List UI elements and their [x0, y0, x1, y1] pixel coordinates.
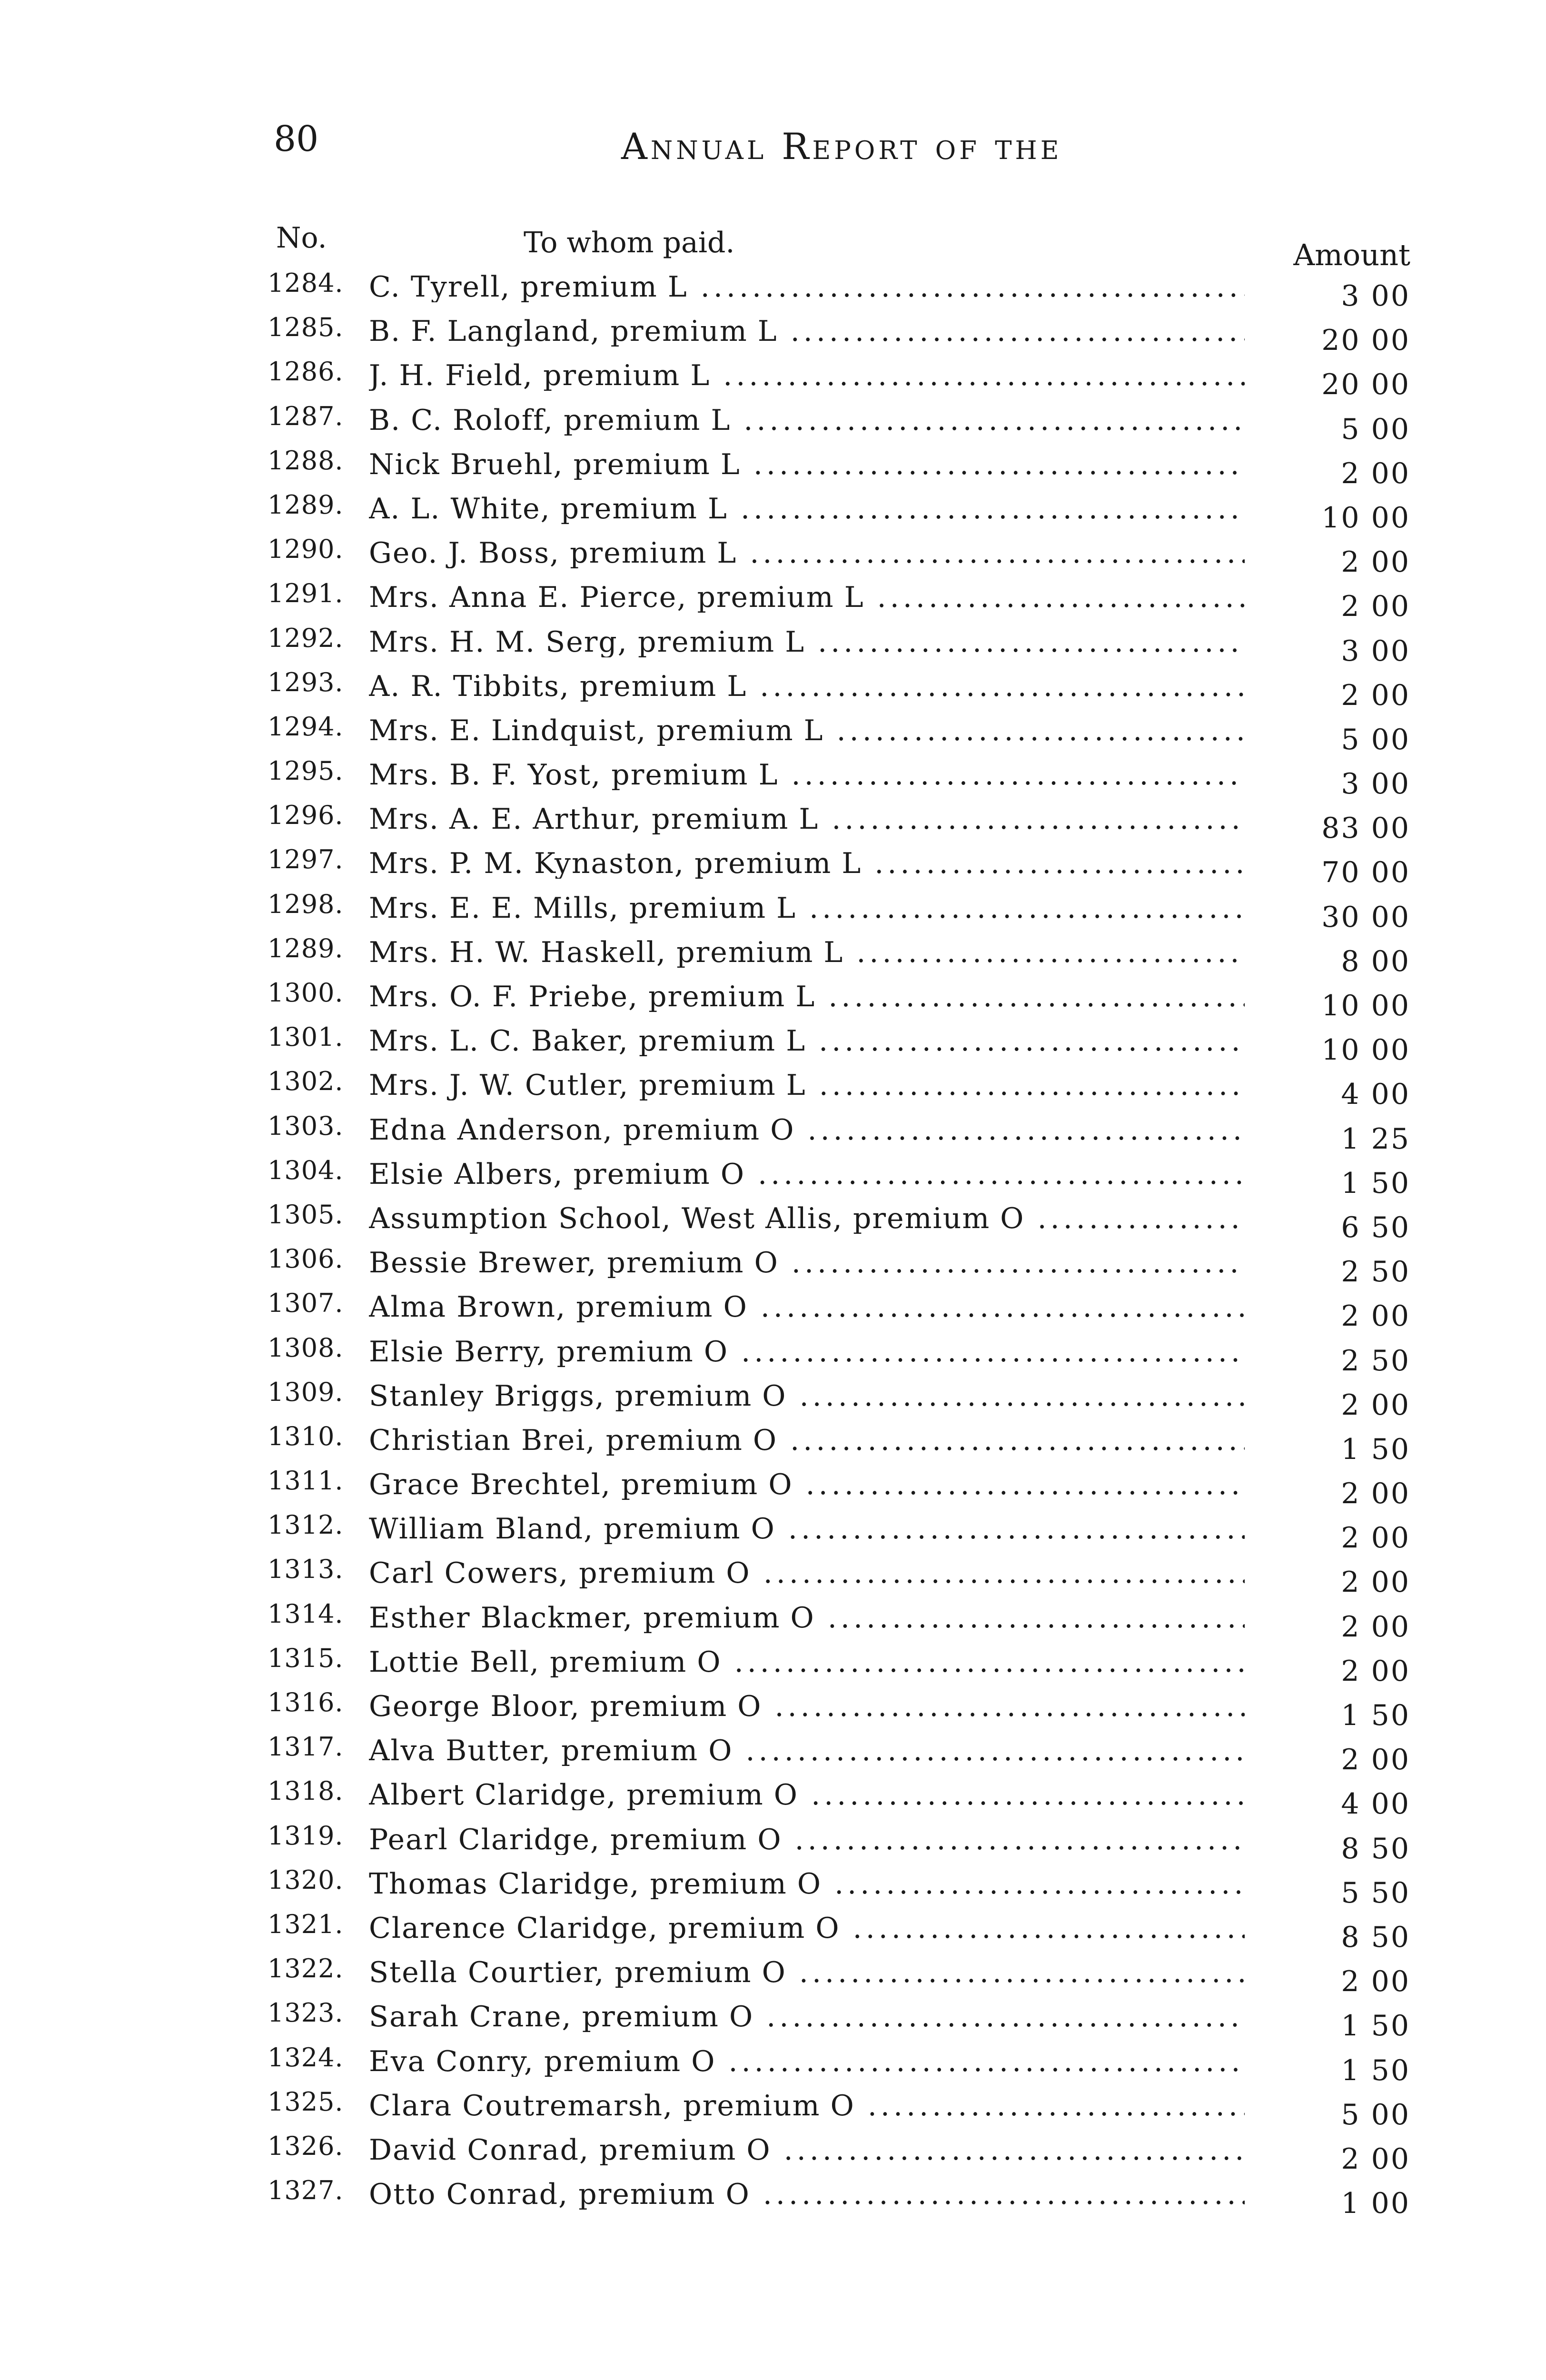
payee-name: Mrs. Anna E. Pierce, premium L ..... — [369, 583, 1245, 613]
voucher-number: 1319. — [268, 1820, 344, 1851]
table-row — [0, 1110, 1546, 1154]
amount-value: 83 00 — [1321, 812, 1410, 845]
table-row — [0, 1287, 1546, 1331]
voucher-number: 1301. — [268, 1022, 344, 1052]
voucher-number: 1292. — [268, 623, 344, 653]
voucher-number: 1295. — [268, 756, 344, 786]
payee-name: J. H. Field, premium L ..... — [369, 361, 1245, 391]
voucher-number: 1308. — [268, 1332, 344, 1363]
table-row — [0, 1331, 1546, 1376]
voucher-number: 1326. — [268, 2131, 344, 2161]
table-row — [0, 1642, 1546, 1686]
table-row — [0, 1730, 1546, 1775]
payee-name: Mrs. J. W. Cutler, premium L ..... — [369, 1071, 1245, 1101]
voucher-number: 1286. — [268, 357, 344, 387]
table-row — [0, 666, 1546, 710]
amount-value: 1 50 — [1341, 2009, 1410, 2043]
table-row — [0, 622, 1546, 666]
amount-value: 3 00 — [1341, 634, 1410, 668]
table-row — [0, 1553, 1546, 1597]
payee-name: B. F. Langland, premium L ..... — [369, 317, 1245, 347]
payee-name: Thomas Claridge, premium O ..... — [369, 1869, 1245, 1899]
payee-name: Geo. J. Boss, premium L ..... — [369, 538, 1245, 568]
amount-value: 8 00 — [1341, 944, 1410, 978]
amount-value: 5 00 — [1341, 723, 1410, 756]
voucher-number: 1303. — [268, 1111, 344, 1141]
payee-name: A. R. Tibbits, premium L ..... — [369, 672, 1245, 702]
payee-name: Alma Brown, premium O ..... — [369, 1292, 1245, 1322]
amount-value: 20 00 — [1321, 368, 1410, 402]
voucher-number: 1312. — [268, 1510, 344, 1540]
voucher-number: 1322. — [268, 1954, 344, 1984]
table-row — [0, 2130, 1546, 2174]
amount-value: 3 00 — [1341, 767, 1410, 801]
payee-name: Nick Bruehl, premium L ..... — [369, 450, 1245, 480]
voucher-number: 1289. — [268, 933, 344, 963]
voucher-number: 1317. — [268, 1732, 344, 1762]
table-row — [0, 1065, 1546, 1109]
amount-value: 5 00 — [1341, 412, 1410, 446]
payee-name: C. Tyrell, premium L ..... — [369, 272, 1245, 302]
amount-value: 70 00 — [1321, 856, 1410, 890]
amount-value: 2 00 — [1341, 1388, 1410, 1422]
table-row — [0, 1464, 1546, 1511]
table-row — [0, 1996, 1546, 2041]
voucher-number: 1311. — [268, 1466, 344, 1496]
amount-value: 3 00 — [1341, 279, 1410, 313]
payee-name: Esther Blackmer, premium O ..... — [369, 1603, 1245, 1633]
amount-value: 1 50 — [1341, 2053, 1410, 2087]
voucher-number: 1324. — [268, 2042, 344, 2073]
page-number: 80 — [274, 119, 319, 159]
table-row — [0, 888, 1546, 932]
table-row — [0, 1508, 1546, 1553]
payee-name: Christian Brei, premium O ..... — [369, 1426, 1245, 1456]
amount-value: 20 00 — [1321, 324, 1410, 357]
table-row — [0, 1775, 1546, 1819]
voucher-number: 1300. — [268, 978, 344, 1008]
table-row — [0, 533, 1546, 577]
table-row — [0, 2041, 1546, 2085]
payee-name: Eva Conry, premium O ..... — [369, 2047, 1245, 2077]
table-row — [0, 1597, 1546, 1642]
payee-name: Mrs. A. E. Arthur, premium L ..... — [369, 804, 1245, 834]
voucher-number: 1327. — [268, 2175, 344, 2206]
amount-value: 2 00 — [1341, 1743, 1410, 1777]
voucher-number: 1315. — [268, 1643, 344, 1673]
payee-name: Alva Butter, premium O ..... — [369, 1736, 1245, 1766]
payee-name: Otto Conrad, premium O ..... — [369, 2180, 1245, 2210]
amount-value: 2 00 — [1341, 678, 1410, 712]
column-header-amount: Amount — [1293, 238, 1410, 272]
payment-table — [0, 267, 1546, 2221]
payee-name: Mrs. L. C. Baker, premium L ..... — [369, 1026, 1245, 1056]
payee-name: Elsie Albers, premium O ..... — [369, 1160, 1245, 1190]
payee-name: George Bloor, premium O ..... — [369, 1692, 1245, 1722]
amount-value: 2 00 — [1341, 590, 1410, 624]
payee-name: Edna Anderson, premium O ..... — [369, 1115, 1245, 1145]
table-row — [0, 311, 1546, 355]
payee-name: Pearl Claridge, premium O ..... — [369, 1825, 1245, 1855]
amount-value: 1 50 — [1341, 1699, 1410, 1732]
amount-value: 5 00 — [1341, 2098, 1410, 2132]
amount-value: 2 00 — [1341, 1654, 1410, 1688]
payee-name: Albert Claridge, premium O ..... — [369, 1780, 1245, 1810]
running-head: Annual Report of the — [621, 125, 1062, 168]
voucher-number: 1302. — [268, 1066, 344, 1097]
voucher-number: 1306. — [268, 1244, 344, 1274]
voucher-number: 1325. — [268, 2086, 344, 2117]
payee-name: Grace Brechtel, premium O ..... — [369, 1470, 1245, 1500]
table-row — [0, 1242, 1546, 1287]
amount-value: 2 00 — [1341, 1477, 1410, 1511]
amount-value: 1 50 — [1341, 1166, 1410, 1200]
voucher-number: 1313. — [268, 1554, 344, 1585]
amount-value: 10 00 — [1321, 501, 1410, 535]
column-header-number: No. — [276, 221, 327, 255]
payee-name: Bessie Brewer, premium O ..... — [369, 1248, 1245, 1278]
amount-value: 2 00 — [1341, 1610, 1410, 1644]
payee-name: Stanley Briggs, premium O ..... — [369, 1381, 1245, 1411]
table-row — [0, 754, 1546, 799]
voucher-number: 1288. — [268, 445, 344, 476]
amount-value: 2 00 — [1341, 1566, 1410, 1599]
voucher-number: 1287. — [268, 401, 344, 431]
amount-value: 2 00 — [1341, 2142, 1410, 2176]
table-row — [0, 2174, 1546, 2221]
amount-value: 2 00 — [1341, 545, 1410, 579]
payee-name: Mrs. H. W. Haskell, premium L ..... — [369, 938, 1245, 968]
amount-value: 8 50 — [1341, 1832, 1410, 1865]
payee-name: Clara Coutremarsh, premium O ..... — [369, 2091, 1245, 2121]
table-row — [0, 400, 1546, 444]
voucher-number: 1285. — [268, 312, 344, 343]
voucher-number: 1293. — [268, 667, 344, 697]
table-row — [0, 1908, 1546, 1952]
table-row — [0, 976, 1546, 1021]
amount-value: 1 00 — [1341, 2187, 1410, 2221]
table-row — [0, 1420, 1546, 1464]
amount-value: 1 50 — [1341, 1432, 1410, 1466]
table-row — [0, 577, 1546, 624]
voucher-number: 1321. — [268, 1909, 344, 1939]
voucher-number: 1294. — [268, 711, 344, 742]
payee-name: David Conrad, premium O ..... — [369, 2135, 1245, 2165]
voucher-number: 1309. — [268, 1377, 344, 1407]
voucher-number: 1310. — [268, 1421, 344, 1451]
voucher-number: 1290. — [268, 534, 344, 565]
table-row — [0, 1686, 1546, 1730]
payee-name: Clarence Claridge, premium O ..... — [369, 1914, 1245, 1944]
voucher-number: 1304. — [268, 1155, 344, 1185]
voucher-number: 1318. — [268, 1776, 344, 1806]
table-row — [0, 1376, 1546, 1420]
payee-name: Mrs. E. Lindquist, premium L ..... — [369, 716, 1245, 746]
amount-value: 8 50 — [1341, 1920, 1410, 1954]
voucher-number: 1296. — [268, 800, 344, 831]
payee-name: William Bland, premium O ..... — [369, 1514, 1245, 1544]
voucher-number: 1307. — [268, 1288, 344, 1319]
voucher-number: 1291. — [268, 578, 344, 609]
payee-name: A. L. White, premium L ..... — [369, 494, 1245, 524]
payee-name: Assumption School, West Allis, premium O ..... — [369, 1204, 1245, 1234]
amount-value: 2 50 — [1341, 1344, 1410, 1378]
table-row — [0, 932, 1546, 976]
amount-value: 2 50 — [1341, 1255, 1410, 1289]
table-row — [0, 1198, 1546, 1242]
table-row — [0, 1819, 1546, 1864]
table-row — [0, 843, 1546, 890]
voucher-number: 1284. — [268, 268, 344, 298]
payee-name: Mrs. H. M. Serg, premium L ..... — [369, 627, 1245, 657]
voucher-number: 1320. — [268, 1864, 344, 1895]
payee-name: B. C. Roloff, premium L ..... — [369, 406, 1245, 436]
table-row — [0, 1952, 1546, 1999]
voucher-number: 1323. — [268, 1998, 344, 2028]
payee-name: Mrs. O. F. Priebe, premium L ..... — [369, 982, 1245, 1012]
voucher-number: 1316. — [268, 1687, 344, 1717]
payee-name: Lottie Bell, premium O ..... — [369, 1647, 1245, 1677]
voucher-number: 1289. — [268, 489, 344, 520]
payee-name: Elsie Berry, premium O ..... — [369, 1337, 1245, 1367]
table-row — [0, 267, 1546, 311]
amount-value: 2 00 — [1341, 1965, 1410, 1999]
amount-value: 2 00 — [1341, 456, 1410, 490]
voucher-number: 1297. — [268, 844, 344, 875]
amount-value: 10 00 — [1321, 989, 1410, 1022]
amount-value: 2 00 — [1341, 1299, 1410, 1333]
payee-name: Mrs. P. M. Kynaston, premium L ..... — [369, 849, 1245, 879]
amount-value: 5 50 — [1341, 1876, 1410, 1910]
payee-name: Mrs. E. E. Mills, premium L ..... — [369, 893, 1245, 923]
amount-value: 2 00 — [1341, 1521, 1410, 1555]
payee-name: Stella Courtier, premium O ..... — [369, 1958, 1245, 1988]
voucher-number: 1305. — [268, 1199, 344, 1230]
table-row — [0, 799, 1546, 843]
amount-value: 4 00 — [1341, 1787, 1410, 1821]
voucher-number: 1314. — [268, 1598, 344, 1629]
amount-value: 10 00 — [1321, 1033, 1410, 1067]
table-row — [0, 1154, 1546, 1198]
payee-name: Mrs. B. F. Yost, premium L ..... — [369, 760, 1245, 790]
column-header-payee: To whom paid. — [524, 226, 735, 259]
amount-value: 6 50 — [1341, 1210, 1410, 1244]
table-row — [0, 2085, 1546, 2130]
payee-name: Sarah Crane, premium O ..... — [369, 2002, 1245, 2032]
table-row — [0, 1021, 1546, 1065]
table-row — [0, 355, 1546, 402]
amount-value: 1 25 — [1341, 1122, 1410, 1156]
table-row — [0, 444, 1546, 488]
voucher-number: 1298. — [268, 889, 344, 919]
table-row — [0, 488, 1546, 533]
amount-value: 4 00 — [1341, 1078, 1410, 1111]
payee-name: Carl Cowers, premium O ..... — [369, 1558, 1245, 1588]
amount-value: 30 00 — [1321, 900, 1410, 934]
table-row — [0, 710, 1546, 754]
table-row — [0, 1864, 1546, 1908]
